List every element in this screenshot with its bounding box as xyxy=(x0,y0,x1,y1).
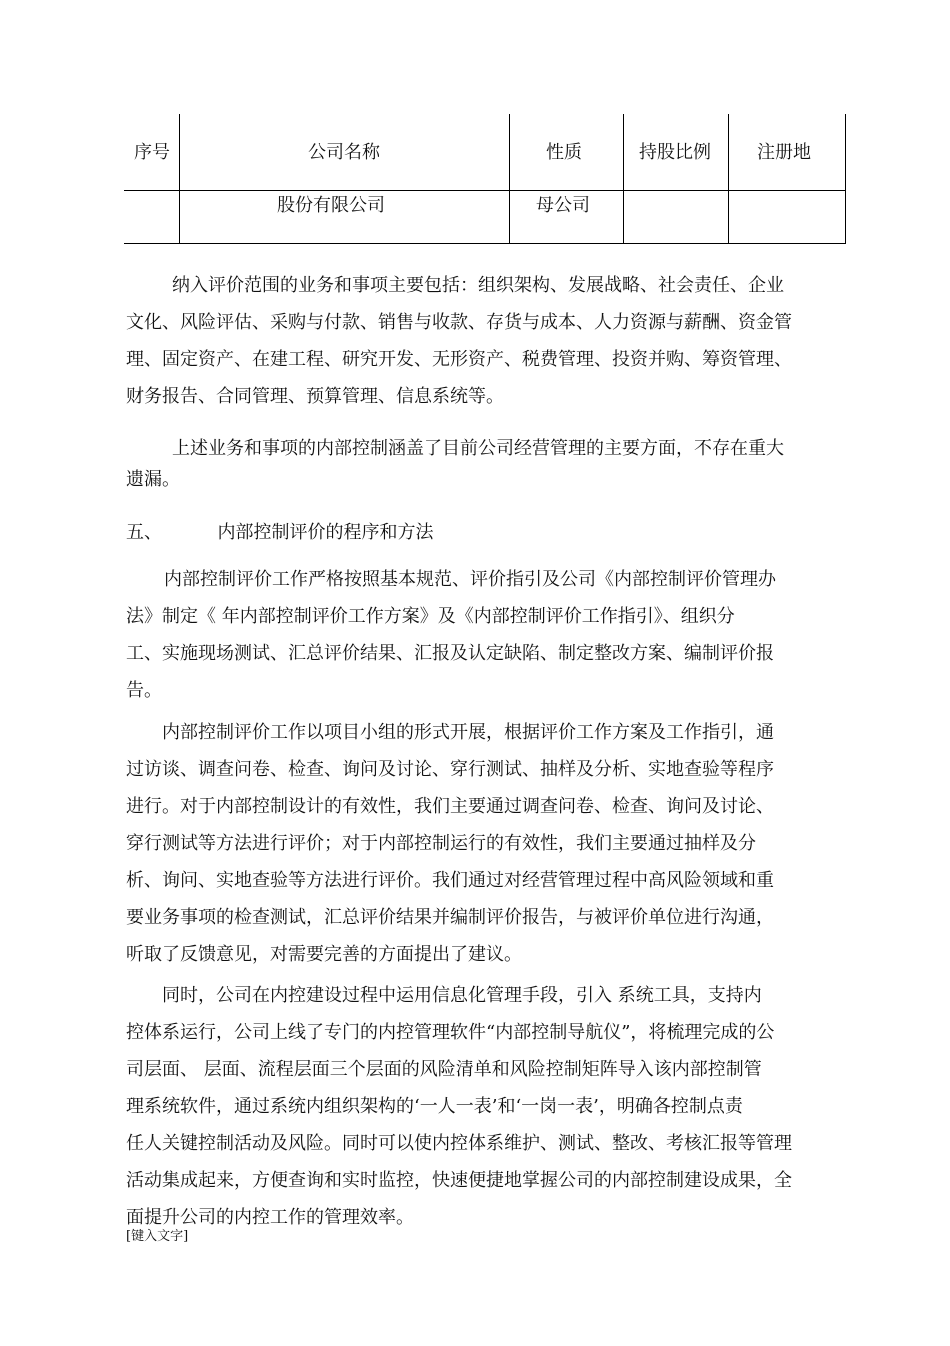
text-line: 纳入评价范围的业务和事项主要包括：组织架构、发展战略、社会责任、企业 xyxy=(172,275,784,296)
table-header-divider xyxy=(124,190,846,191)
text-line: 理系统软件，通过系统内组织架构的‘一人一表’和‘一岗一表’，明确各控制点责 xyxy=(126,1096,743,1117)
text-line: 财务报告、合同管理、预算管理、信息系统等。 xyxy=(126,386,504,407)
paragraph-scope xyxy=(126,267,850,415)
paragraph-coverage xyxy=(126,433,850,495)
text-line: 任人关键控制活动及风险。同时可以使内控体系维护、测试、整改、考核汇报等管理 xyxy=(126,1133,792,1154)
text-line: 遗漏。 xyxy=(126,469,180,490)
table-column-divider xyxy=(728,114,729,244)
text-line: 理、固定资产、在建工程、研究开发、无形资产、税费管理、投资并购、筹资管理、 xyxy=(126,349,792,370)
text-line: 司层面、 层面、流程层面三个层面的风险清单和风险控制矩阵导入该内部控制管 xyxy=(126,1059,762,1080)
section-heading xyxy=(126,518,433,544)
table-column-divider xyxy=(623,114,624,244)
table-header-nature: 性质 xyxy=(546,142,582,163)
company-table xyxy=(124,114,846,244)
paragraph-methods xyxy=(126,714,850,973)
text-line: 文化、风险评估、采购与付款、销售与收款、存货与成本、人力资源与薪酬、资金管 xyxy=(126,312,792,333)
table-bottom-border xyxy=(124,243,846,244)
text-line: 控体系运行，公司上线了专门的内控管理软件“内部控制导航仪”，将梳理完成的公 xyxy=(126,1022,775,1043)
table-column-divider xyxy=(509,114,510,244)
text-line: 析、询问、实地查验等方法进行评价。我们通过对经营管理过程中高风险领域和重 xyxy=(126,870,774,891)
text-line: 工、实施现场测试、汇总评价结果、汇报及认定缺陷、制定整改方案、编制评价报 xyxy=(126,643,774,664)
table-header-index: 序号 xyxy=(134,142,170,163)
section-number: 五、 xyxy=(126,522,162,543)
table-header-company-name: 公司名称 xyxy=(308,142,380,163)
text-line: 告。 xyxy=(126,680,162,701)
text-line: 法》制定《 年内部控制评价工作方案》及《内部控制评价工作指引》、组织分 xyxy=(126,606,735,627)
table-cell-company-name: 股份有限公司 xyxy=(277,195,385,216)
text-line: 进行。对于内部控制设计的有效性，我们主要通过调查问卷、检查、询问及讨论、 xyxy=(126,796,774,817)
text-line: 上述业务和事项的内部控制涵盖了目前公司经营管理的主要方面，不存在重大 xyxy=(172,438,784,459)
table-cell-nature: 母公司 xyxy=(536,195,590,216)
table-column-divider xyxy=(845,114,846,244)
text-line: 要业务事项的检查测试，汇总评价结果并编制评价报告，与被评价单位进行沟通， xyxy=(126,907,774,928)
text-line: 内部控制评价工作严格按照基本规范、评价指引及公司《内部控制评价管理办 xyxy=(164,569,776,590)
table-header-registered-place: 注册地 xyxy=(757,142,811,163)
paragraph-procedure xyxy=(126,561,850,709)
text-line: 内部控制评价工作以项目小组的形式开展，根据评价工作方案及工作指引，通 xyxy=(162,722,774,743)
text-line: 听取了反馈意见，对需要完善的方面提出了建议。 xyxy=(126,944,522,965)
text-line: 穿行测试等方法进行评价；对于内部控制运行的有效性，我们主要通过抽样及分 xyxy=(126,833,756,854)
paragraph-system xyxy=(126,977,850,1236)
table-column-divider xyxy=(179,114,180,244)
page-footer: [键入文字] xyxy=(126,1229,189,1244)
table-header-shareholding: 持股比例 xyxy=(639,142,711,163)
text-line: 面提升公司的内控工作的管理效率。 xyxy=(126,1207,414,1228)
section-title: 内部控制评价的程序和方法 xyxy=(217,522,434,543)
text-line: 活动集成起来，方便查询和实时监控，快速便捷地掌握公司的内部控制建设成果，全 xyxy=(126,1170,792,1191)
text-line: 过访谈、调查问卷、检查、询问及讨论、穿行测试、抽样及分析、实地查验等程序 xyxy=(126,759,774,780)
text-line: 同时，公司在内控建设过程中运用信息化管理手段，引入 系统工具，支持内 xyxy=(162,985,762,1006)
